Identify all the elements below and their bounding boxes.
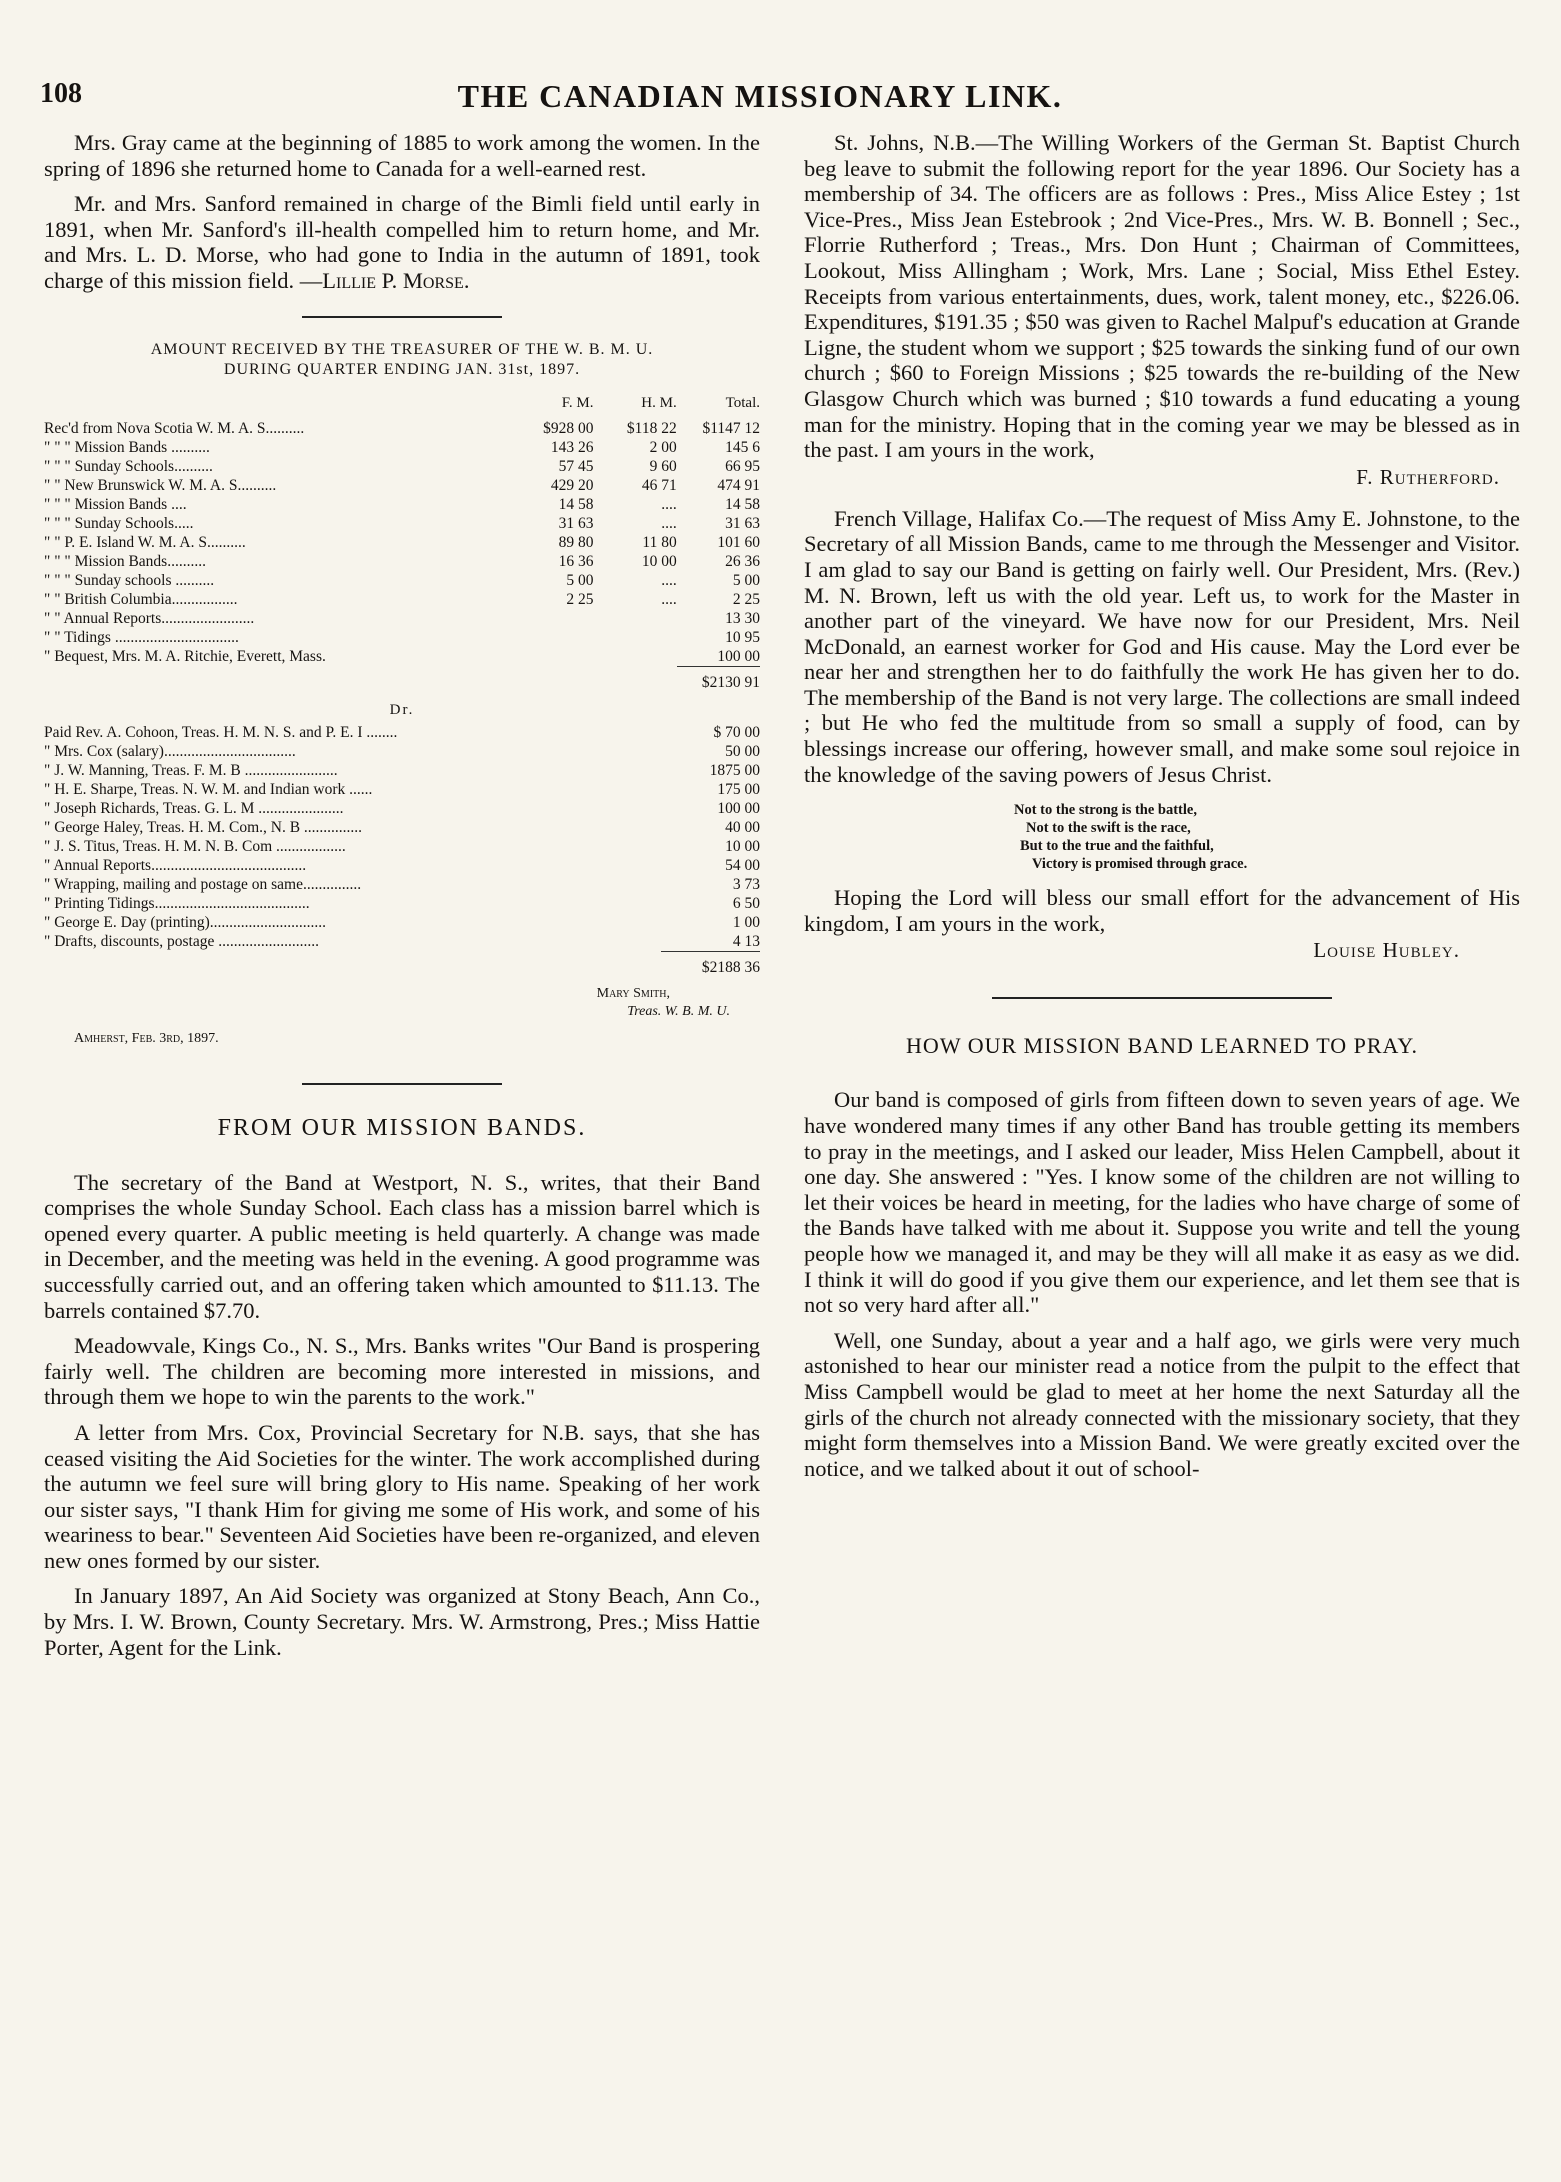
bands-paragraph-1: The secretary of the Band at Westport, N. S., writes, that their Band comprises the whole Sunday School. Each class has a mission barrel which is opened every quarter. A public meeting is held quarterly. A change was made in December, and the meeting was held in the evening. A good programme was successfully carried out, and an offering taken which amounted to $11.13. The barrels contained $7.70. (44, 1169, 760, 1323)
st-johns-report: St. Johns, N.B.—The Willing Workers of the German St. Baptist Church beg leave to submit the following report for the year 1896. Our Society has a membership of 34. The officers are as follows : Pres., Miss Alice Estey ; 1st Vice-Pres., Miss Jean Estebrook ; 2nd Vice-Pres., Mrs. W. B. Bonnell ; Sec., Florrie Rutherford ; Treas., Mrs. Don Hunt ; Chairman of Committees, Lookout, Miss Allingham ; Work, Mrs. Lane ; Social, Miss Ethel Estey. Receipts from various entertainments, dues, work, talent money, etc., $226.06. Expenditures, $191.35 ; $50 was given to Rachel Malpuf's education at Grande Ligne, the student whom we support ; $25 towards the sinking fund of our own church ; $60 to Foreign Missions ; $25 towards the re-building of the New Glasgow Church which was burned ; $10 towards a fund educating a young man for the ministry. Hoping that in the coming year we may be blessed as in the past. I am yours in the work, (804, 130, 1520, 463)
received-row (44, 609, 760, 628)
poem (1014, 801, 1520, 873)
paid-row (44, 837, 760, 856)
received-fm: 31 63 (558, 514, 594, 532)
received-row (44, 457, 760, 476)
received-row (44, 514, 760, 533)
treasurer-signature (44, 985, 730, 1021)
paid-label: " Wrapping, mailing and postage on same............... (44, 875, 362, 893)
received-row-total: 100 00 (717, 647, 760, 665)
received-row-total: $1147 12 (702, 419, 760, 437)
received-hm: .... (661, 514, 677, 532)
received-label: " " New Brunswick W. M. A. S.......... (44, 476, 277, 494)
received-hm: 10 00 (641, 552, 677, 570)
paid-amount: 54 00 (725, 856, 760, 874)
treasurer-title: Treas. W. B. M. U. (627, 1003, 730, 1019)
paid-label: " J. W. Manning, Treas. F. M. B ........................ (44, 761, 338, 779)
received-row (44, 476, 760, 495)
intro-paragraph-2 (44, 191, 760, 293)
paid-row (44, 780, 760, 799)
received-fm: 143 26 (550, 438, 594, 456)
paid-label: " Annual Reports........................................ (44, 856, 307, 874)
received-row-total: 66 95 (725, 457, 760, 475)
paid-label: " George Haley, Treas. H. M. Com., N. B ............... (44, 818, 363, 836)
paid-amount: 3 73 (732, 875, 760, 893)
received-label: " " " Mission Bands.......... (44, 552, 206, 570)
received-row (44, 647, 760, 667)
col-total: Total. (725, 394, 760, 411)
paid-label: " H. E. Sharpe, Treas. N. W. M. and Indian work ...... (44, 780, 373, 798)
divider (992, 997, 1332, 999)
intro-paragraph-1: Mrs. Gray came at the beginning of 1885 to work among the women. In the spring of 1896 she returned home to Canada for a well-earned rest. (44, 130, 760, 181)
poem-line-4: Victory is promised through grace. (1032, 856, 1248, 873)
received-hm (593, 609, 676, 628)
received-row (44, 438, 760, 457)
received-label: " " British Columbia................. (44, 590, 238, 608)
paid-amount: 6 50 (732, 894, 760, 912)
received-hm (593, 628, 676, 647)
pray-paragraph-1: Our band is composed of girls from fifteen down to seven years of age. We have wondered many times if any other Band has trouble getting its members to pray in the meetings, and I asked our leader, Miss Helen Campbell, about it one day. She answered : "Yes. I know some of the children are not willing to let their voices be heard in meeting, for the ladies who have charge of some of the Bands have talked with me about it. Suppose you write and tell the young people how we managed it, and may be they will all make it as easy as we did. I think it will do good if you give them our experience, and let them see that is not so very hard after all." (804, 1087, 1520, 1318)
received-hm: .... (661, 495, 677, 513)
received-hm: 2 00 (649, 438, 677, 456)
paid-amount: 1875 00 (709, 761, 760, 779)
date-line: Amherst, Feb. 3rd, 1897. (74, 1030, 219, 1046)
received-hm: 46 71 (641, 476, 677, 494)
received-label: " " " Mission Bands .... (44, 495, 187, 513)
received-row-total: 145 6 (725, 438, 760, 456)
received-fm: 89 80 (558, 533, 594, 551)
left-column (44, 130, 760, 1670)
received-row-total: 31 63 (725, 514, 760, 532)
right-column (804, 130, 1520, 1491)
received-row-total: 26 36 (725, 552, 760, 570)
received-rows (44, 419, 760, 667)
received-row-total: 14 58 (725, 495, 760, 513)
received-label: " " " Sunday Schools..... (44, 514, 194, 532)
bands-paragraph-3: A letter from Mrs. Cox, Provincial Secretary for N.B. says, that she has ceased visiting the Aid Societies for the winter. The work accomplished during the autumn we feel sure will bring glory to His name. Speaking of her work our sister says, "I thank Him for giving me some of His work, and some of his weariness to bear." Seventeen Aid Societies have been re-organized, and eleven new ones formed by our sister. (44, 1419, 760, 1573)
paid-amount: 100 00 (717, 799, 760, 817)
paid-row (44, 723, 760, 742)
paid-amount: 175 00 (717, 780, 760, 798)
paid-amount: 4 13 (732, 932, 760, 950)
received-label: " " " Sunday Schools.......... (44, 457, 213, 475)
paid-amount: $ 70 00 (713, 723, 760, 741)
received-row-total: 5 00 (732, 571, 760, 589)
received-hm: 9 60 (649, 457, 677, 475)
paid-row (44, 761, 760, 780)
paid-label: " Mrs. Cox (salary).................................. (44, 742, 296, 760)
paid-label: " George E. Day (printing).............................. (44, 913, 326, 931)
received-hm: $118 22 (626, 419, 677, 437)
received-total: $2130 91 (677, 666, 760, 692)
divider (302, 316, 502, 318)
paid-label: " Printing Tidings........................................ (44, 894, 310, 912)
running-title: THE CANADIAN MISSIONARY LINK. (457, 78, 1063, 114)
paid-row (44, 818, 760, 837)
received-fm (510, 647, 593, 667)
poem-line-3: But to the true and the faithful, (1020, 838, 1214, 855)
paid-row (44, 932, 760, 952)
received-row (44, 552, 760, 571)
received-fm: 57 45 (558, 457, 594, 475)
st-johns-signature: F. Rutherford. (1356, 464, 1500, 489)
paid-amount: 50 00 (725, 742, 760, 760)
poem-line-1: Not to the strong is the battle, (1014, 802, 1197, 819)
paid-total: $2188 36 (661, 951, 760, 977)
received-row (44, 571, 760, 590)
mission-bands-heading: FROM OUR MISSION BANDS. (217, 1114, 587, 1141)
page-number: 108 (40, 78, 82, 109)
received-row (44, 495, 760, 514)
treasurer-name: Mary Smith, (596, 985, 670, 1001)
paid-row (44, 742, 760, 761)
paid-label: " J. S. Titus, Treas. H. M. N. B. Com .................. (44, 837, 346, 855)
col-fm: F. M. (561, 394, 594, 411)
poem-line-2: Not to the swift is the race, (1026, 820, 1191, 837)
col-hm: H. M. (641, 394, 677, 411)
received-row-total: 474 91 (717, 476, 760, 494)
intro-paragraph-2-text: Mr. and Mrs. Sanford remained in charge of the Bimli field until early in 1891, when Mr. Sanford's ill-health compelled him to return home, and Mr. and Mrs. L. D. Morse, who had gone to India in the autumn of 1891, took charge of this mission field. — (44, 191, 760, 293)
paid-row (44, 875, 760, 894)
received-row-total: 13 30 (725, 609, 760, 627)
received-fm (510, 609, 593, 628)
received-hm: .... (661, 590, 677, 608)
received-fm: 5 00 (566, 571, 594, 589)
divider (302, 1083, 502, 1085)
paid-label: " Drafts, discounts, postage .......................... (44, 932, 319, 950)
received-header-row (44, 394, 760, 419)
received-row (44, 590, 760, 609)
paid-total-row (44, 951, 760, 977)
received-label: " " " Sunday schools .......... (44, 571, 215, 589)
pray-paragraph-2: Well, one Sunday, about a year and a half ago, we girls were very much astonished to hear our minister read a notice from the pulpit to the effect that Miss Campbell would be glad to meet at her home the next Saturday all the girls of the church not already connected with the missionary society, that they might form themselves into a Mission Band. We were greatly excited over the notice, and we talked about it out of school- (804, 1327, 1520, 1481)
received-hm (593, 647, 676, 667)
bands-paragraph-2: Meadowvale, Kings Co., N. S., Mrs. Banks writes "Our Band is prospering fairly well. The children are becoming more interested in missions, and through them we hope to win the parents to the work." (44, 1333, 760, 1410)
received-table (44, 394, 760, 692)
paid-amount: 1 00 (732, 913, 760, 931)
received-label: " " P. E. Island W. M. A. S.......... (44, 533, 246, 551)
received-fm: 14 58 (558, 495, 594, 513)
paid-label: " Joseph Richards, Treas. G. L. M ...................... (44, 799, 344, 817)
received-row (44, 533, 760, 552)
received-hm: .... (661, 571, 677, 589)
paid-row (44, 856, 760, 875)
french-closing: Hoping the Lord will bless our small effort for the advancement of His kingdom, I am yours in the work, (804, 885, 1520, 936)
received-label: " " Tidings ................................ (44, 628, 239, 646)
received-row (44, 628, 760, 647)
received-hm: 11 80 (642, 533, 677, 551)
french-village-report: French Village, Halifax Co.—The request of Miss Amy E. Johnstone, to the Secretary of all Mission Bands, came to me through the Messenger and Visitor. I am glad to say our Band is getting on fairly well. Our President, Mrs. (Rev.) M. N. Brown, left us with the old year. Left us, to work for the Master in another part of the vineyard. We have now for our President, Mrs. Neil McDonald, an earnest worker for God and His cause. May the Lord ever be near her and strengthen her to do faithfully the work He has given her to do. The membership of the Band is not very large. The collections are small indeed ; but He who fed the multitude from so small a supply of food, can by blessings increase our offering, however small, and make some soul rejoice in the knowledge of the saving powers of Jesus Christ. (804, 505, 1520, 787)
received-row-total: 10 95 (725, 628, 760, 646)
paid-amount: 40 00 (725, 818, 760, 836)
paid-row (44, 894, 760, 913)
bands-paragraph-4: In January 1897, An Aid Society was organized at Stony Beach, Ann Co., by Mrs. I. W. Brown, County Secretary. Mrs. W. Armstrong, Pres.; Miss Hattie Porter, Agent for the Link. (44, 1583, 760, 1660)
treasurer-heading-line1: AMOUNT RECEIVED BY THE TREASURER OF THE W. B. M. U. (150, 340, 654, 358)
received-fm: 16 36 (558, 552, 594, 570)
received-total-row (44, 666, 760, 692)
page-header (40, 78, 1480, 128)
received-label: " " " Mission Bands .......... (44, 438, 210, 456)
received-fm: $928 00 (543, 419, 594, 437)
received-fm: 429 20 (550, 476, 594, 494)
paid-label: Paid Rev. A. Cohoon, Treas. H. M. N. S. and P. E. I ........ (44, 723, 398, 741)
received-row-total: 2 25 (732, 590, 760, 608)
paid-row (44, 913, 760, 932)
received-row (44, 419, 760, 438)
received-fm: 2 25 (566, 590, 594, 608)
treasurer-heading (44, 340, 760, 380)
pray-heading: HOW OUR MISSION BAND LEARNED TO PRAY. (906, 1033, 1418, 1059)
paid-rows (44, 723, 760, 952)
intro-signature: Lillie P. Morse. (322, 267, 470, 293)
received-label: Rec'd from Nova Scotia W. M. A. S.......... (44, 419, 305, 437)
paid-table (44, 723, 760, 977)
french-signature: Louise Hubley. (1313, 938, 1460, 963)
treasurer-heading-line2: DURING QUARTER ENDING JAN. 31st, 1897. (223, 360, 581, 378)
paid-row (44, 799, 760, 818)
received-label: " Bequest, Mrs. M. A. Ritchie, Everett, Mass. (44, 647, 326, 665)
dr-label: Dr. (389, 701, 415, 718)
received-fm (510, 628, 593, 647)
received-row-total: 101 60 (717, 533, 760, 551)
paid-amount: 10 00 (725, 837, 760, 855)
received-label: " " Annual Reports........................ (44, 609, 255, 627)
